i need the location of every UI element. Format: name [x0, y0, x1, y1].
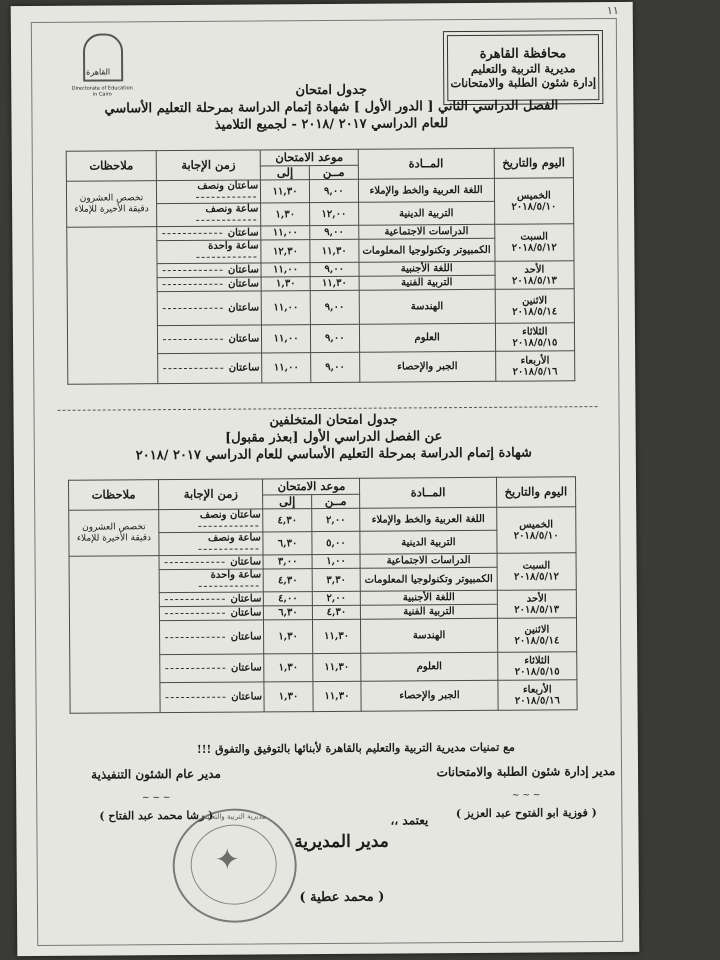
duration-text: ساعتان — [230, 593, 262, 605]
logo-subtitle: Directorate of Education in Cairo — [71, 85, 133, 98]
day-date: ٢٠١٨/٥/١٠ — [511, 200, 557, 213]
section2-heading — [94, 410, 574, 464]
day-name: الأربعاء — [522, 683, 552, 696]
day-name: الثلاثاء — [524, 654, 550, 667]
subject-cell: الهندسة — [361, 618, 497, 653]
to-cell: ١١,٠٠ — [261, 291, 310, 325]
duration-cell — [160, 654, 265, 683]
day-cell — [494, 224, 574, 262]
notes-cell-empty — [67, 227, 158, 385]
day-cell — [495, 323, 575, 352]
notes-cell: تخصص العشرون دقيقة الأخيرة للإملاء — [66, 181, 156, 228]
duration-text: ساعتان — [230, 556, 262, 568]
exam-table-makeup — [68, 476, 578, 714]
day-cell — [495, 261, 575, 290]
day-date: ٢٠١٨/٥/١٤ — [514, 634, 560, 647]
dash-line — [166, 697, 226, 698]
dash-line — [165, 637, 225, 638]
from-cell: ٩,٠٠ — [310, 262, 359, 276]
table-row — [69, 507, 576, 534]
approve-label: يعتمد ،، — [390, 813, 429, 828]
header-time: موعد الامتحان — [263, 478, 360, 495]
day-date: ٢٠١٨/٥/١٥ — [512, 336, 558, 349]
official-seal — [172, 808, 297, 923]
subject-cell: الكمبيوتر وتكنولوجيا المعلومات — [360, 567, 496, 591]
notes-cell-empty — [69, 556, 160, 714]
duration-text: ساعتان — [228, 302, 260, 314]
duration-cell — [156, 203, 261, 227]
from-cell: ٤,٣٠ — [312, 605, 361, 619]
duration-cell — [157, 240, 262, 264]
section1-title: جدول امتحان — [295, 82, 368, 99]
handwritten-signature: ~ ~ ~ — [511, 790, 541, 801]
notes-cell: تخصص العشرون دقيقة الأخيرة للإملاء — [69, 510, 159, 557]
to-cell: ١,٣٠ — [264, 654, 312, 682]
duration-cell — [159, 592, 264, 607]
subject-cell: اللغة الأجنبية — [359, 261, 495, 276]
duration-text: ساعتان — [230, 631, 262, 643]
to-cell: ١,٣٠ — [261, 203, 310, 226]
document-paper — [11, 2, 640, 956]
day-cell — [495, 289, 575, 324]
from-cell: ٢,٠٠ — [311, 508, 360, 531]
department-name: إدارة شئون الطلبة والامتحانات — [450, 74, 597, 90]
duration-text: ساعة واحدة — [210, 569, 262, 581]
duration-text: ساعتان — [227, 227, 259, 239]
signature-name: ( رشا محمد عبد الفتاح ) — [99, 808, 214, 823]
day-name: الخميس — [516, 189, 551, 202]
dash-line — [165, 599, 225, 600]
dash-line — [163, 284, 223, 285]
from-cell: ٩,٠٠ — [309, 179, 358, 202]
from-cell: ١١,٣٠ — [310, 239, 359, 262]
dash-line — [163, 339, 223, 340]
duration-cell — [157, 277, 261, 292]
day-date: ٢٠١٨/٥/١٤ — [512, 305, 558, 318]
to-cell: ١١,٠٠ — [262, 353, 311, 383]
day-cell — [498, 680, 578, 711]
header-notes: ملاحظات — [66, 151, 156, 182]
to-cell: ٤,٠٠ — [264, 592, 312, 606]
section2-line2: عن الفصل الدراسي الأول [بعذر مقبول] — [225, 429, 443, 446]
day-cell — [497, 590, 577, 619]
subject-cell: التربية الفنية — [359, 275, 495, 290]
day-date: ٢٠١٨/٥/١٦ — [514, 694, 560, 707]
duration-text: ساعتان — [230, 662, 262, 674]
subject-cell: اللغة الأجنبية — [361, 590, 497, 605]
day-name: الأحد — [526, 592, 547, 605]
header-duration: زمن الإجابة — [156, 150, 261, 181]
subject-cell: العلوم — [359, 323, 495, 352]
day-name: السبت — [522, 560, 551, 572]
to-cell: ٤,٣٠ — [263, 509, 311, 532]
section2-title: جدول امتحان المتخلفين — [269, 412, 398, 429]
day-name: الاثنين — [522, 294, 548, 307]
section1-heading — [91, 80, 571, 134]
duration-cell — [157, 226, 261, 241]
day-name: الأربعاء — [520, 354, 550, 367]
to-cell: ١,٣٠ — [264, 620, 312, 654]
section2-line3: شهادة إتمام الدراسة بمرحلة التعليم الأساسي للعام الدراسي ٢٠١٧ /٢٠١٨ — [135, 445, 532, 464]
header-from: مــن — [311, 494, 360, 508]
from-cell: ١,٠٠ — [312, 554, 361, 568]
director-title: مدير المديرية — [294, 831, 389, 853]
dash-line — [163, 308, 223, 309]
from-cell: ١١,٣٠ — [312, 653, 361, 681]
header-subject: المــادة — [360, 477, 496, 508]
dash-line — [166, 668, 226, 669]
duration-cell — [159, 555, 264, 570]
from-cell: ١١,٣٠ — [313, 681, 362, 711]
day-date: ٢٠١٨/٥/١٣ — [514, 603, 560, 616]
signature-title: مدير عام الشئون التنفيذية — [91, 766, 221, 782]
wishes-line: مع تمنيات مديرية التربية والتعليم بالقاهرة لأبنائها بالتوفيق والتفوق !!! — [196, 740, 515, 756]
to-cell: ١١,٠٠ — [262, 325, 311, 353]
signature-name: ( فوزية ابو الفتوح عبد العزيز ) — [455, 806, 597, 821]
from-cell: ٩,٠٠ — [310, 324, 359, 352]
duration-text: ساعتان — [227, 264, 259, 276]
subject-cell: الكمبيوتر وتكنولوجيا المعلومات — [358, 238, 494, 262]
duration-text: ساعة ونصف — [205, 203, 259, 215]
subject-cell: الهندسة — [359, 289, 495, 324]
day-name: الاثنين — [524, 623, 550, 636]
duration-cell — [157, 291, 262, 326]
to-cell: ١١,٠٠ — [261, 226, 310, 240]
to-cell: ١١,٣٠ — [261, 180, 310, 203]
directorate-name: مديرية التربية والتعليم — [470, 60, 576, 76]
day-cell — [497, 652, 577, 681]
from-cell: ٩,٠٠ — [310, 225, 359, 239]
duration-cell — [159, 532, 264, 556]
governorate-name: محافظة القاهرة — [479, 45, 567, 62]
to-cell: ١١,٠٠ — [261, 263, 310, 277]
from-cell: ١٢,٠٠ — [310, 202, 359, 225]
header-duration: زمن الإجابة — [159, 479, 264, 510]
duration-cell — [157, 325, 262, 354]
dash-line — [163, 270, 223, 271]
logo-text: القاهرة — [86, 67, 111, 77]
day-name: الأحد — [524, 263, 545, 276]
exam-table-main — [66, 147, 576, 385]
table-row — [66, 178, 573, 205]
duration-text: ساعة واحدة — [208, 240, 259, 252]
director-name: ( محمد عطية ) — [299, 889, 385, 906]
header-to: إلى — [261, 166, 310, 180]
duration-cell — [159, 606, 264, 621]
duration-text: ساعتان — [228, 278, 259, 290]
to-cell: ٦,٣٠ — [263, 532, 311, 555]
duration-text: ساعتان — [228, 362, 260, 374]
header-from: مــن — [309, 165, 358, 179]
subject-cell: الجبر والإحصاء — [359, 351, 495, 382]
section1-line2: الفصل الدراسي الثاني [ الدور الأول ] شهادة إتمام الدراسة بمرحلة التعليم الأساسي — [104, 98, 559, 117]
subject-cell: التربية الدينية — [360, 530, 496, 554]
handwritten-signature: ~ ~ ~ — [142, 793, 171, 804]
day-date: ٢٠١٨/٥/١٢ — [511, 242, 557, 254]
subject-cell: اللغة العربية والخط والإملاء — [358, 178, 494, 202]
day-date: ٢٠١٨/٥/١٣ — [511, 274, 557, 287]
day-cell — [496, 507, 576, 554]
subject-cell: الدراسات الاجتماعية — [358, 224, 494, 239]
dash-line — [199, 548, 259, 549]
to-cell: ٣,٠٠ — [264, 555, 312, 569]
day-name: الخميس — [519, 518, 554, 531]
day-cell — [495, 351, 575, 382]
header-day: اليوم والتاريخ — [494, 148, 574, 179]
to-cell: ٤,٣٠ — [264, 569, 312, 592]
header-time: موعد الامتحان — [260, 149, 357, 166]
duration-text: ساعتان ونصف — [197, 180, 259, 192]
duration-text: ساعتان — [230, 607, 262, 619]
dash-line — [197, 256, 257, 257]
dash-line — [199, 585, 259, 586]
day-date: ٢٠١٨/٥/١٢ — [513, 571, 559, 583]
dash-line — [199, 525, 259, 526]
duration-text: ساعتان ونصف — [199, 509, 261, 521]
header-to: إلى — [263, 495, 311, 509]
subject-cell: التربية الفنية — [361, 604, 497, 619]
dash-line — [165, 562, 225, 563]
from-cell: ١١,٣٠ — [312, 619, 361, 653]
duration-cell — [156, 180, 261, 204]
from-cell: ٥,٠٠ — [311, 531, 360, 554]
subject-cell: العلوم — [361, 652, 497, 681]
duration-cell — [157, 263, 261, 278]
section1-line3: للعام الدراسي ٢٠١٧ /٢٠١٨ - لجميع التلاميذ — [214, 116, 449, 133]
duration-cell — [160, 682, 265, 713]
day-cell — [497, 618, 577, 653]
duration-cell — [159, 569, 264, 593]
subject-cell: الجبر والإحصاء — [361, 680, 497, 711]
from-cell: ٢,٠٠ — [312, 591, 361, 605]
day-date: ٢٠١٨/٥/١٥ — [514, 665, 560, 678]
duration-text: ساعتان — [228, 333, 260, 345]
signature-students-affairs — [436, 764, 616, 820]
dash-line — [163, 368, 223, 369]
dash-line — [162, 233, 222, 234]
subject-cell: الدراسات الاجتماعية — [360, 553, 496, 568]
to-cell: ١,٣٠ — [264, 682, 312, 712]
from-cell: ٣,٣٠ — [312, 568, 361, 591]
from-cell: ١١,٣٠ — [310, 276, 359, 290]
duration-text: ساعتان — [231, 691, 263, 703]
day-date: ٢٠١٨/٥/١٦ — [512, 365, 558, 378]
dash-line — [196, 219, 256, 220]
header-day: اليوم والتاريخ — [496, 477, 576, 508]
to-cell: ٦,٣٠ — [264, 606, 312, 620]
day-cell — [494, 178, 574, 225]
subject-cell: التربية الدينية — [358, 201, 494, 225]
day-cell — [497, 553, 577, 591]
header-subject: المــادة — [358, 148, 494, 179]
subject-cell: اللغة العربية والخط والإملاء — [360, 507, 496, 531]
eagle-icon: ✦ — [214, 842, 240, 878]
dash-line — [165, 613, 225, 614]
from-cell: ٩,٠٠ — [311, 352, 360, 382]
from-cell: ٩,٠٠ — [310, 290, 359, 324]
day-date: ٢٠١٨/٥/١٠ — [513, 529, 559, 542]
day-name: الثلاثاء — [522, 325, 548, 338]
signature-title: مدير إدارة شئون الطلبة والامتحانات — [436, 763, 616, 780]
seal-text: مديرية التربية والتعليم — [202, 812, 267, 821]
duration-cell — [158, 353, 263, 384]
duration-text: ساعة ونصف — [207, 532, 261, 544]
duration-cell — [160, 620, 265, 655]
dash-line — [196, 196, 256, 197]
page-number: ١١ — [606, 3, 619, 18]
day-name: السبت — [520, 231, 548, 243]
duration-cell — [159, 509, 264, 533]
to-cell: ١,٣٠ — [261, 277, 310, 291]
to-cell: ١٢,٣٠ — [261, 240, 310, 263]
header-notes: ملاحظات — [69, 480, 159, 511]
